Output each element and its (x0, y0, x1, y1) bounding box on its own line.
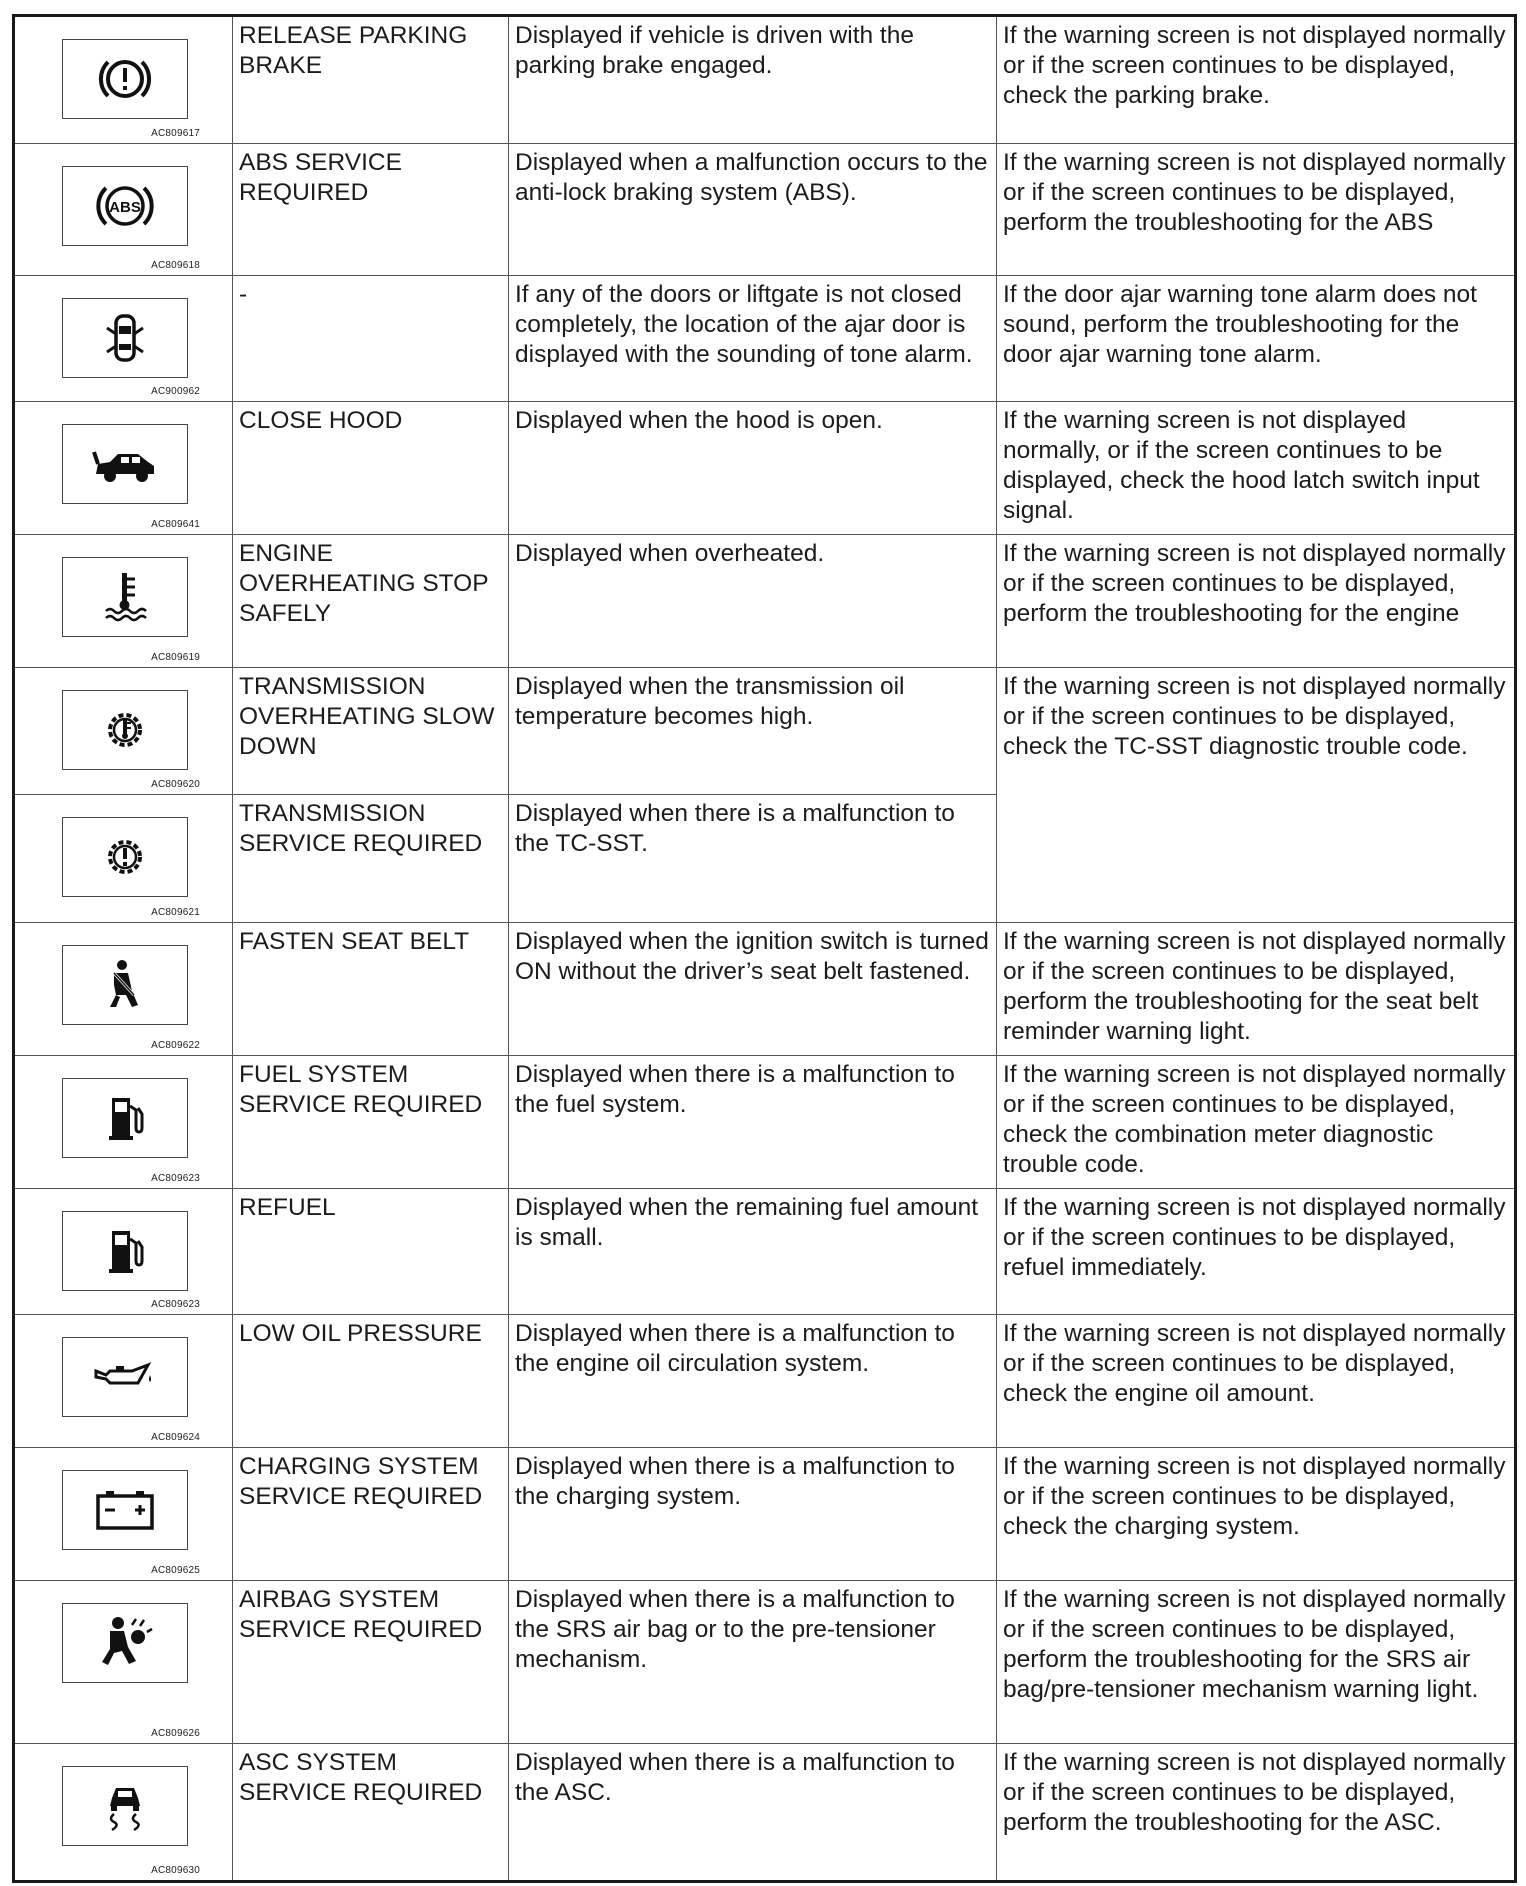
icon-cell (14, 1056, 233, 1189)
door-ajar-icon (62, 298, 188, 378)
message-cell: - (233, 276, 509, 402)
icon-cell (14, 668, 233, 795)
message-cell: ENGINE OVERHEATING STOP SAFELY (233, 535, 509, 668)
table-row (14, 402, 1516, 535)
action-cell: If the door ajar warning tone alarm does not sound, perform the troubleshooting for the door ajar warning tone alarm. (997, 276, 1516, 402)
icon-cell (14, 402, 233, 535)
icon-cell (14, 1189, 233, 1315)
action-cell: If the warning screen is not displayed normally, or if the screen continues to be displayed, check the hood latch switch input signal. (997, 402, 1516, 535)
icon-code: AC809625 (151, 1565, 200, 1576)
condition-cell: If any of the doors or liftgate is not closed completely, the location of the ajar door is displayed with the sounding of tone alarm. (509, 276, 997, 402)
action-cell: If the warning screen is not displayed normally or if the screen continues to be displayed, perform the troubleshooting for the seat belt reminder warning light. (997, 923, 1516, 1056)
table-row (14, 1448, 1516, 1581)
icon-cell (14, 144, 233, 276)
message-cell: ASC SYSTEM SERVICE REQUIRED (233, 1744, 509, 1882)
message-cell: TRANSMISSION SERVICE REQUIRED (233, 795, 509, 923)
table-row (14, 923, 1516, 1056)
action-cell: If the warning screen is not displayed normally or if the screen continues to be displayed, perform the troubleshooting for the engine (997, 535, 1516, 668)
action-cell: If the warning screen is not displayed normally or if the screen continues to be displayed, check the charging system. (997, 1448, 1516, 1581)
icon-code: AC900962 (151, 386, 200, 397)
action-cell: If the warning screen is not displayed normally or if the screen continues to be displayed, check the combination meter diagnostic trouble code. (997, 1056, 1516, 1189)
icon-code: AC809620 (151, 779, 200, 790)
skid-car-icon (62, 1766, 188, 1846)
condition-cell: Displayed when the hood is open. (509, 402, 997, 535)
icon-cell (14, 1448, 233, 1581)
fuel-pump-icon (62, 1211, 188, 1291)
icon-code: AC809622 (151, 1040, 200, 1051)
svg-text:ABS: ABS (109, 199, 141, 216)
icon-cell (14, 1744, 233, 1882)
message-cell: AIRBAG SYSTEM SERVICE REQUIRED (233, 1581, 509, 1744)
icon-cell (14, 923, 233, 1056)
icon-code: AC809623 (151, 1173, 200, 1184)
condition-cell: Displayed when there is a malfunction to the SRS air bag or to the pre-tensioner mechanism. (509, 1581, 997, 1744)
action-cell: If the warning screen is not displayed normally or if the screen continues to be displayed, perform the troubleshooting for the SRS air bag/pre-tensioner mechanism warning light. (997, 1581, 1516, 1744)
icon-code: AC809624 (151, 1432, 200, 1443)
condition-cell: Displayed when there is a malfunction to the engine oil circulation system. (509, 1315, 997, 1448)
table-row (14, 16, 1516, 144)
message-cell: CLOSE HOOD (233, 402, 509, 535)
icon-cell (14, 1315, 233, 1448)
warning-screen-table (12, 14, 1517, 1883)
message-cell: FASTEN SEAT BELT (233, 923, 509, 1056)
message-cell: RELEASE PARKING BRAKE (233, 16, 509, 144)
icon-code: AC809630 (151, 1865, 200, 1876)
table-row (14, 535, 1516, 668)
icon-cell (14, 535, 233, 668)
hood-open-icon (62, 424, 188, 504)
table-row (14, 1056, 1516, 1189)
action-cell: If the warning screen is not displayed normally or if the screen continues to be displayed, refuel immediately. (997, 1189, 1516, 1315)
message-cell: FUEL SYSTEM SERVICE REQUIRED (233, 1056, 509, 1189)
condition-cell: Displayed when there is a malfunction to the ASC. (509, 1744, 997, 1882)
icon-cell (14, 1581, 233, 1744)
transmission-temperature-icon (62, 690, 188, 770)
oil-can-icon (62, 1337, 188, 1417)
condition-cell: Displayed when the transmission oil temperature becomes high. (509, 668, 997, 795)
condition-cell: Displayed when there is a malfunction to the charging system. (509, 1448, 997, 1581)
condition-cell: Displayed if vehicle is driven with the parking brake engaged. (509, 16, 997, 144)
condition-cell: Displayed when overheated. (509, 535, 997, 668)
icon-code: AC809621 (151, 907, 200, 918)
icon-code: AC809618 (151, 260, 200, 271)
table-row (14, 668, 1516, 795)
table-row (14, 1315, 1516, 1448)
icon-cell (14, 16, 233, 144)
icon-code: AC809626 (151, 1728, 200, 1739)
condition-cell: Displayed when the ignition switch is turned ON without the driver’s seat belt fastened. (509, 923, 997, 1056)
icon-code: AC809617 (151, 128, 200, 139)
icon-code: AC809623 (151, 1299, 200, 1310)
fuel-pump-icon (62, 1078, 188, 1158)
action-cell: If the warning screen is not displayed normally or if the screen continues to be displayed, check the engine oil amount. (997, 1315, 1516, 1448)
icon-cell (14, 795, 233, 923)
condition-cell: Displayed when a malfunction occurs to the anti-lock braking system (ABS). (509, 144, 997, 276)
action-cell: If the warning screen is not displayed normally or if the screen continues to be displayed, perform the troubleshooting for the ABS (997, 144, 1516, 276)
condition-cell: Displayed when there is a malfunction to the TC-SST. (509, 795, 997, 923)
action-cell: If the warning screen is not displayed normally or if the screen continues to be displayed, perform the troubleshooting for the ASC. (997, 1744, 1516, 1882)
table-row (14, 1744, 1516, 1882)
icon-code: AC809641 (151, 519, 200, 530)
table-row (14, 1581, 1516, 1744)
condition-cell: Displayed when there is a malfunction to the fuel system. (509, 1056, 997, 1189)
action-cell: If the warning screen is not displayed normally or if the screen continues to be displayed, check the parking brake. (997, 16, 1516, 144)
message-cell: LOW OIL PRESSURE (233, 1315, 509, 1448)
table-row (14, 144, 1516, 276)
table-row (14, 1189, 1516, 1315)
engine-temperature-icon (62, 557, 188, 637)
message-cell: ABS SERVICE REQUIRED (233, 144, 509, 276)
airbag-icon (62, 1603, 188, 1683)
table-row (14, 276, 1516, 402)
battery-icon (62, 1470, 188, 1550)
message-cell: TRANSMISSION OVERHEATING SLOW DOWN (233, 668, 509, 795)
abs-icon (62, 166, 188, 246)
parking-brake-icon (62, 39, 188, 119)
seat-belt-icon (62, 945, 188, 1025)
icon-code: AC809619 (151, 652, 200, 663)
action-cell: If the warning screen is not displayed normally or if the screen continues to be displayed, check the TC-SST diagnostic trouble code. (997, 668, 1516, 923)
message-cell: CHARGING SYSTEM SERVICE REQUIRED (233, 1448, 509, 1581)
transmission-service-icon (62, 817, 188, 897)
icon-cell (14, 276, 233, 402)
message-cell: REFUEL (233, 1189, 509, 1315)
condition-cell: Displayed when the remaining fuel amount is small. (509, 1189, 997, 1315)
